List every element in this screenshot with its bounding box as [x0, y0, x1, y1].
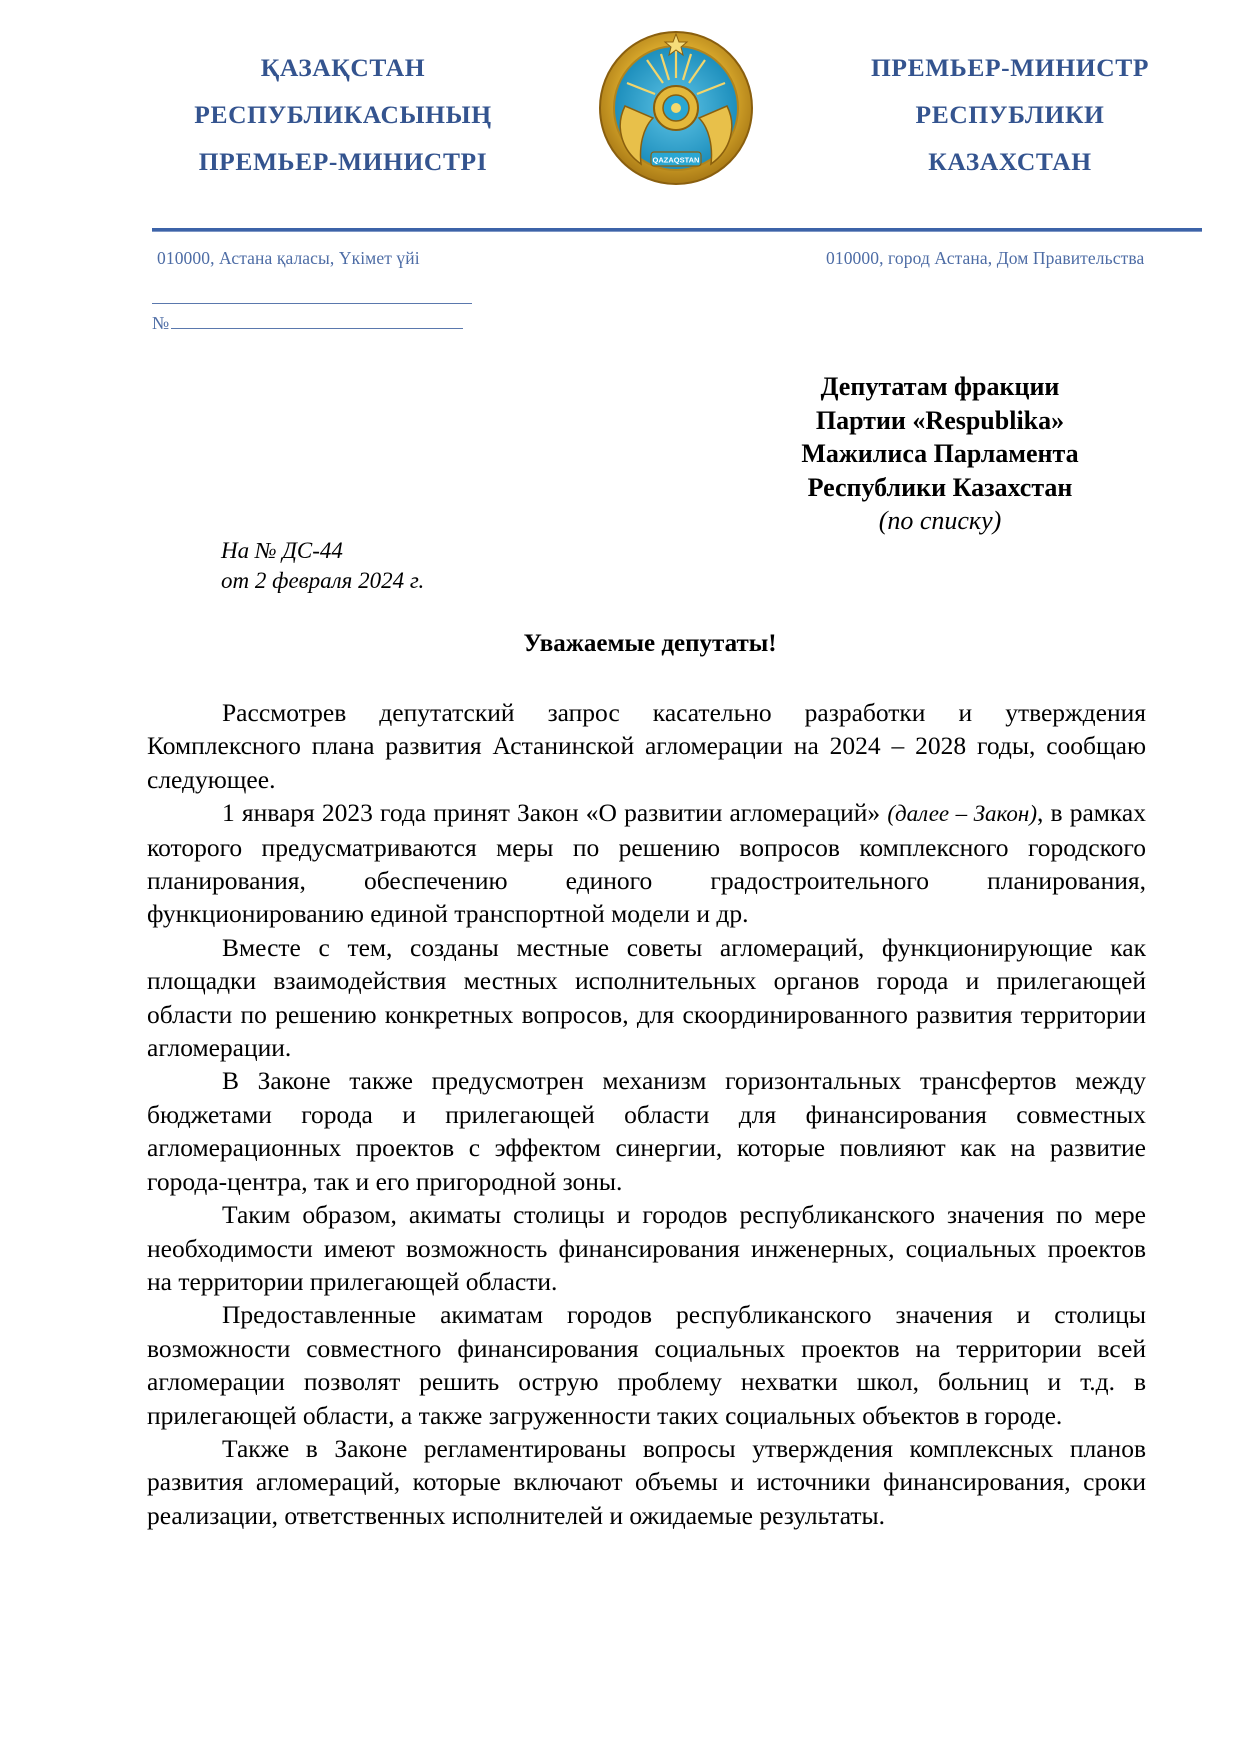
paragraph-text: 1 января 2023 года принят Закон «О развитии агломераций» [222, 798, 888, 828]
addressee-line: Партии «Respublika» [815, 405, 1065, 435]
salutation: Уважаемые депутаты! [523, 630, 777, 657]
paragraph: Также в Законе регламентированы вопросы утверждения комплексных планов развития агломераций, которые включают объемы и источники финансирования, сроки реализации, ответственных исполнителей и ожидаемые результаты. [147, 1433, 1146, 1530]
state-emblem-icon [597, 28, 755, 188]
letterhead-divider [152, 228, 1202, 231]
addressee-line: Республики Казахстан [807, 472, 1073, 502]
address-kazakh: 010000, Астана қаласы, Үкімет үйі [157, 248, 420, 268]
paragraph-italic-note: (далее – Закон) [887, 801, 1038, 827]
reference-number: На № ДС-44 [221, 538, 343, 563]
paragraph: Вместе с тем, созданы местные советы агломераций, функционирующие как площадки взаимодействия местных исполнительных органов города и прилегающей области по решению конкретных вопросов, для скоординированного развития территории агломерации. [147, 932, 1146, 1063]
addressee-block [740, 370, 1140, 538]
letterhead-title-russian [800, 44, 1220, 185]
paragraph: Предоставленные акиматам городов республиканского значения и столицы возможности совместного финансирования социальных проектов на территории всей агломерации позволят решить острую проблему нехватки школ, больниц и т.д. в прилегающей области, а также загруженности таких социальных объектов в городе. [147, 1300, 1146, 1430]
paragraph: В Законе также предусмотрен механизм горизонтальных трансфертов между бюджетами города и прилегающей области для финансирования совместных агломерационных проектов с эффектом синергии, которые повлияют как на развитие города-центра, так и его пригородной зоны. [147, 1066, 1146, 1196]
letter-body [147, 696, 1146, 1532]
addressee-note: (по списку) [878, 506, 1002, 535]
registration-date-line [152, 303, 472, 304]
registration-number-field [152, 312, 472, 334]
addressee-line: Мажилиса Парламента [801, 439, 1079, 468]
letterhead-line: РЕСПУБЛИКАСЫНЫҢ [194, 100, 492, 129]
registration-number-line [171, 312, 463, 329]
reference-date: от 2 февраля 2024 г. [221, 568, 425, 593]
letterhead-line: КАЗАХСТАН [928, 147, 1092, 176]
letterhead-line: ҚАЗАҚСТАН [260, 53, 426, 82]
letterhead-line: РЕСПУБЛИКИ [915, 100, 1105, 129]
reference-block [221, 536, 424, 596]
letterhead-title-kazakh [133, 44, 553, 185]
address-russian: 010000, город Астана, Дом Правительства [826, 248, 1145, 268]
paragraph [147, 796, 1146, 931]
emblem-banner-text: QAZAQSTAN [652, 155, 700, 165]
addressee-line: Депутатам фракции [820, 372, 1060, 401]
letterhead-line: ПРЕМЬЕР-МИНИСТРІ [198, 147, 488, 176]
number-sign: № [152, 313, 170, 333]
paragraph: Рассмотрев депутатский запрос касательно разработки и утверждения Комплексного плана развития Астанинской агломерации на 2024 – 2028 годы, сообщаю следующее. [147, 698, 1146, 794]
letterhead-line: ПРЕМЬЕР-МИНИСТР [871, 53, 1149, 82]
paragraph: Таким образом, акиматы столицы и городов республиканского значения по мере необходимости имеют возможность финансирования инженерных, социальных проектов на территории прилегающей области. [147, 1200, 1146, 1296]
paragraph-text: , в рамках которого предусматриваются меры по решению вопросов комплексного городского планирования, обеспечению единого градостроительного планирования, функционированию единой транспортной модели и др. [147, 798, 1146, 929]
